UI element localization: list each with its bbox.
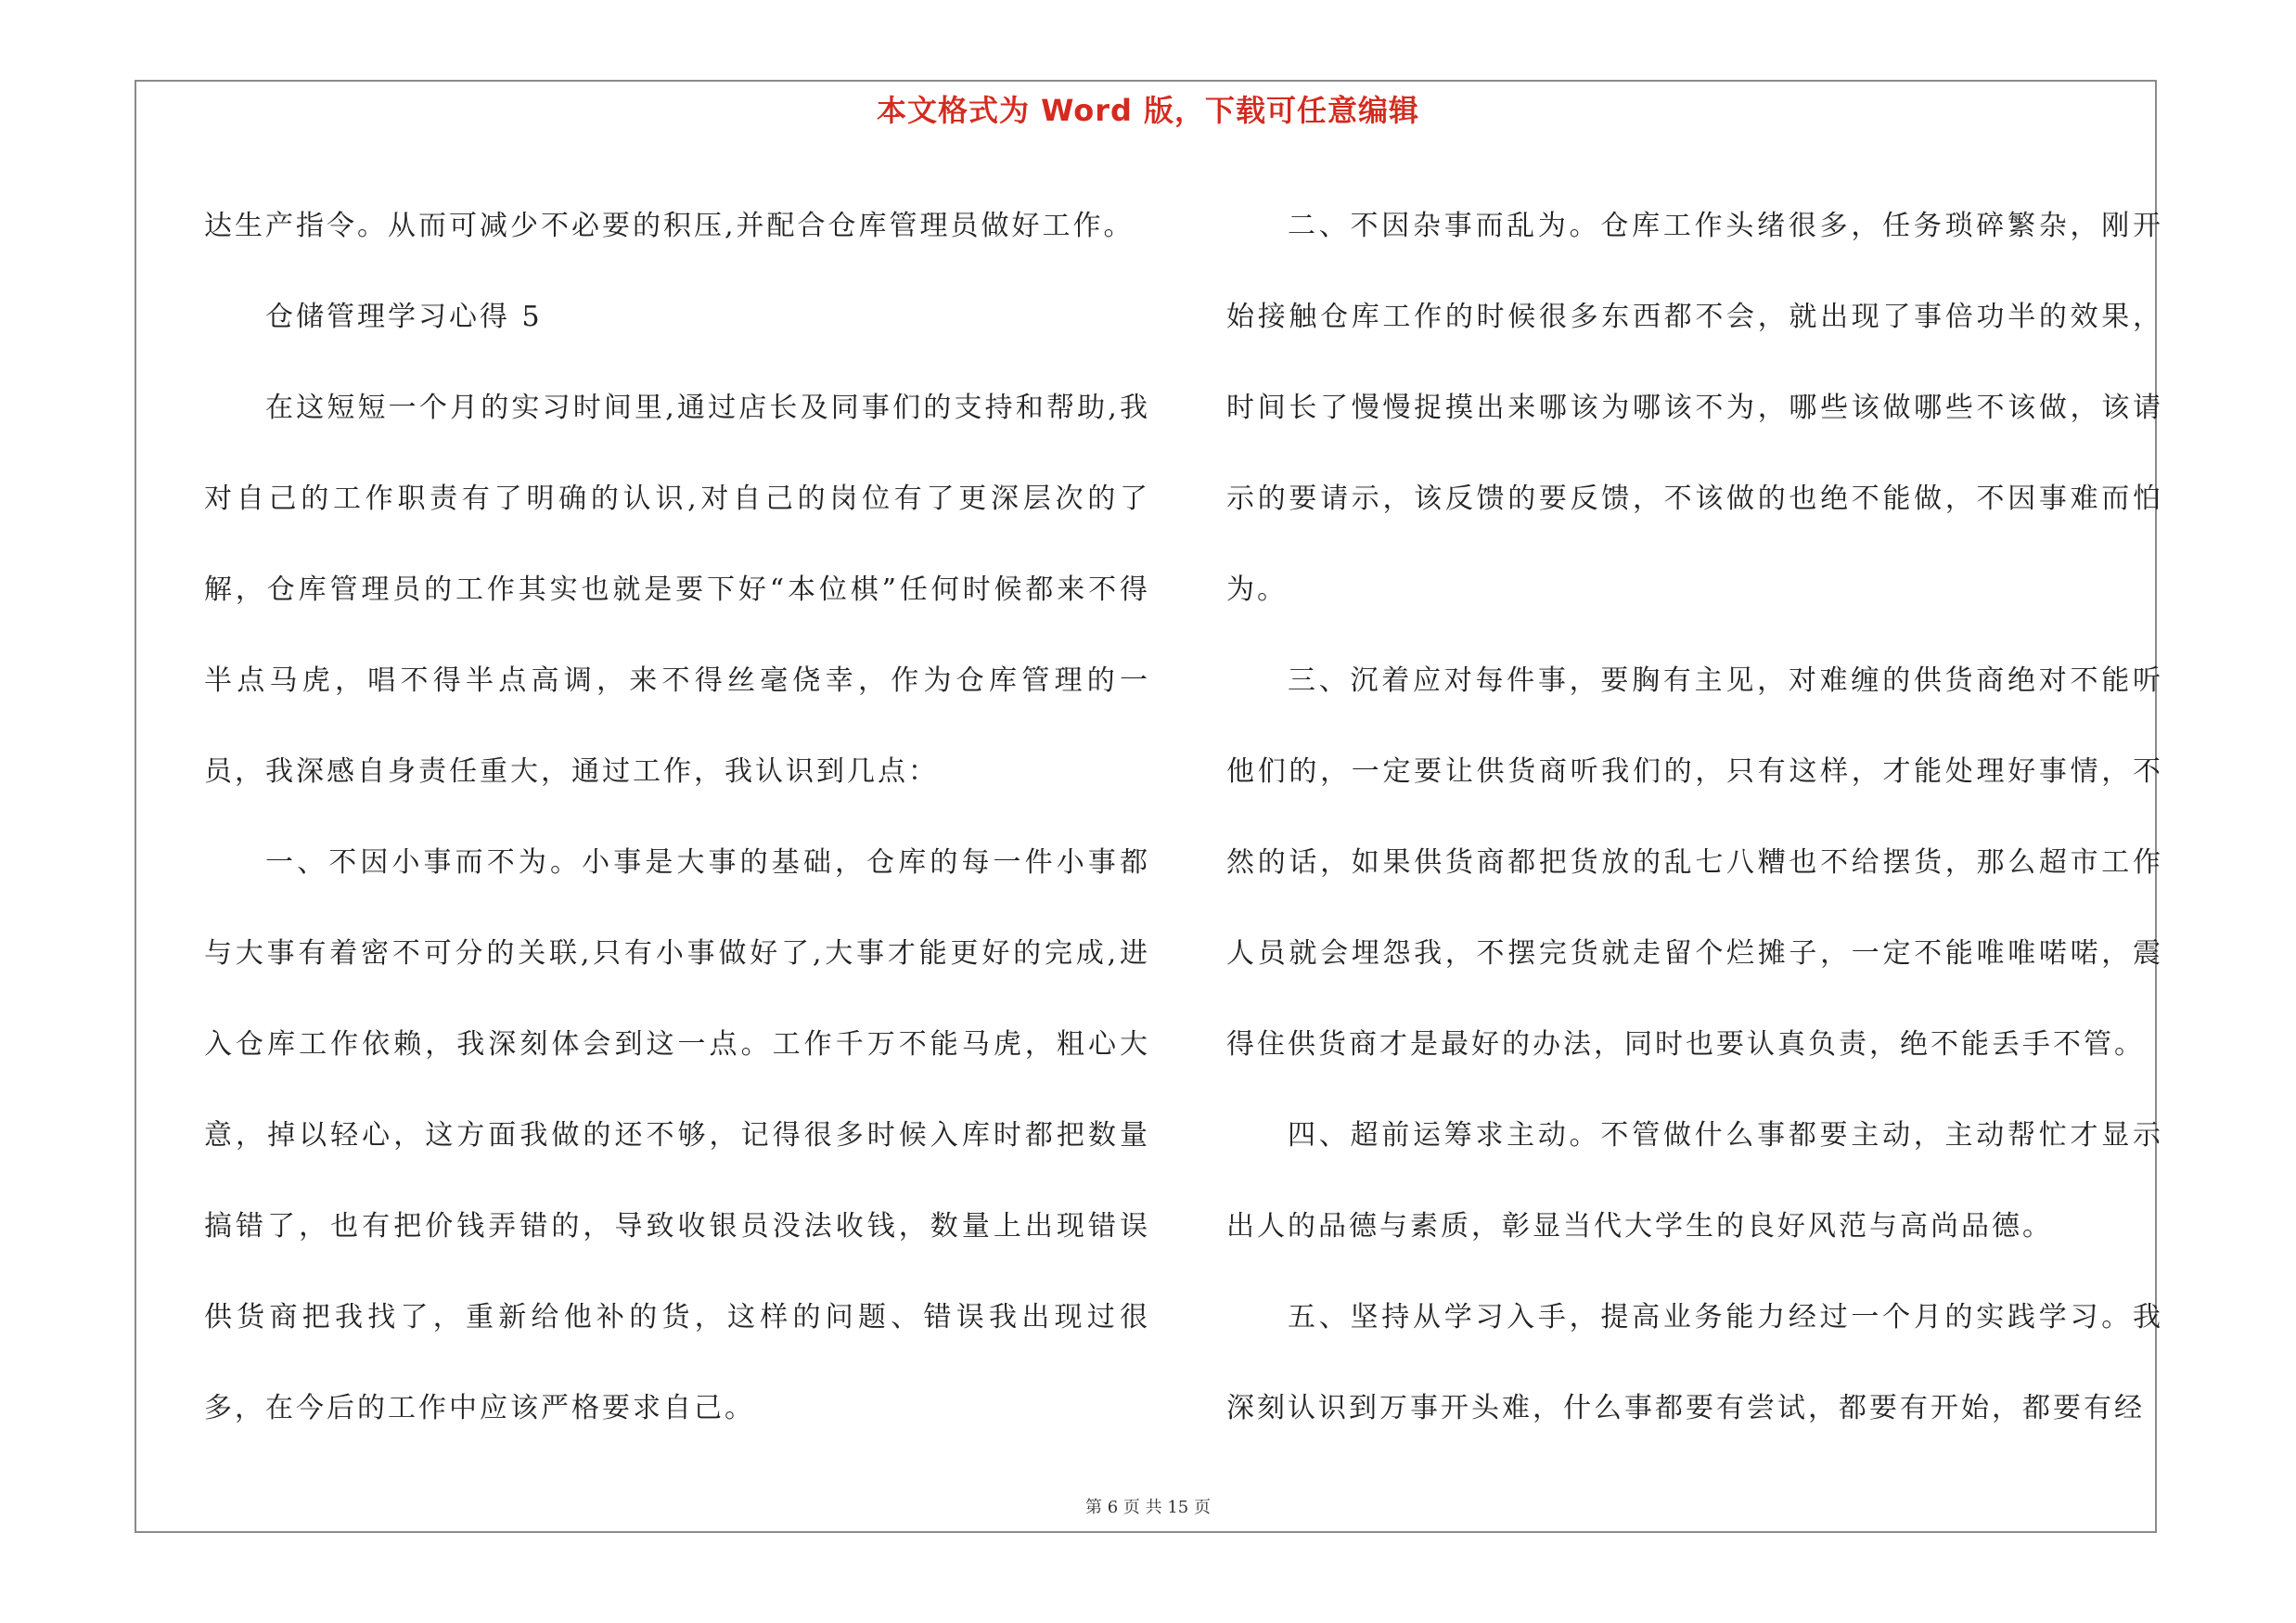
section-heading: 仓储管理学习心得 5 xyxy=(265,301,543,333)
paragraph: 在这短短一个月的实习时间里,通过店长及同事们的支持和帮助,我对自己的工作职责有了明确的认识,对自己的岗位有了更深层次的了解，仓库管理员的工作其实也就是要下好“本位棋”任何时候都来不得半点马虎，唱不得半点高调，来不得丝毫侥幸，作为仓库管理的一员，我深感自身责任重大，通过工作，我认识到几点： xyxy=(204,392,1150,788)
paragraph: 四、超前运筹求主动。不管做什么事都要主动，主动帮忙才显示出人的品德与素质，彰显当代大学生的良好风范与高尚品德。 xyxy=(1226,1119,2163,1243)
right-column xyxy=(1226,181,2163,1454)
paragraph: 二、不因杂事而乱为。仓库工作头绪很多，任务琐碎繁杂，刚开始接触仓库工作的时候很多东西都不会，就出现了事倍功半的效果，时间长了慢慢捉摸出来哪该为哪该不为，哪些该做哪些不该做，该请示的要请示，该反馈的要反馈，不该做的也绝不能做，不因事难而怕为。 xyxy=(1226,210,2163,606)
editable-word-banner: 本文格式为 Word 版，下载可任意编辑 xyxy=(876,93,1420,128)
paragraph: 五、坚持从学习入手，提高业务能力经过一个月的实践学习。我深刻认识到万事开头难，什么事都要有尝试，都要有开始，都要有经 xyxy=(1226,1301,2163,1424)
paragraph: 一、不因小事而不为。小事是大事的基础，仓库的每一件小事都与大事有着密不可分的关联,只有小事做好了,大事才能更好的完成,进入仓库工作依赖，我深刻体会到这一点。工作千万不能马虎，粗心大意，掉以轻心，这方面我做的还不够，记得很多时候入库时都把数量搞错了，也有把价钱弄错的，导致收银员没法收钱，数量上出现错误供货商把我找了，重新给他补的货，这样的问题、错误我出现过很多，在今后的工作中应该严格要求自己。 xyxy=(204,846,1150,1424)
paragraph: 达生产指令。从而可减少不必要的积压,并配合仓库管理员做好工作。 xyxy=(204,210,1135,242)
paragraph: 三、沉着应对每件事，要胸有主见，对难缠的供货商绝对不能听他们的，一定要让供货商听我们的，只有这样，才能处理好事情，不然的话，如果供货商都把货放的乱七八糟也不给摆货，那么超市工作人员就会埋怨我，不摆完货就走留个烂摊子，一定不能唯唯喏喏，震得住供货商才是最好的办法，同时也要认真负责，绝不能丢手不管。 xyxy=(1226,664,2163,1061)
page-number: 第 6 页 共 15 页 xyxy=(1085,1498,1211,1517)
left-column xyxy=(204,181,1150,1454)
